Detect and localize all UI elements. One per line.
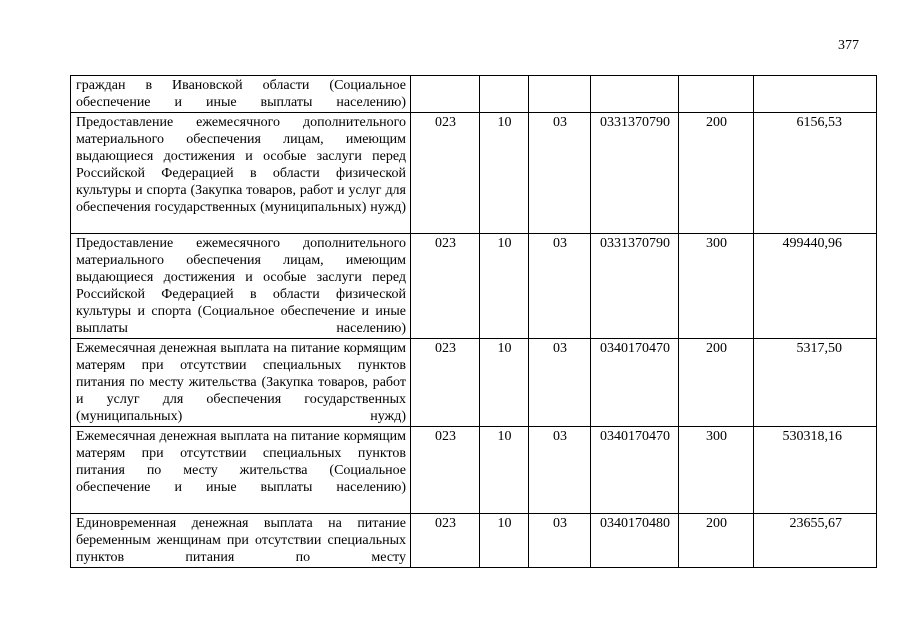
table-row [71, 76, 877, 113]
budget-table [70, 75, 877, 568]
expense-type-code: 200 [679, 113, 754, 234]
table-row [71, 514, 877, 568]
ministry-code: 023 [411, 514, 480, 568]
table-row [71, 427, 877, 514]
page-number: 377 [838, 38, 859, 53]
target-code: 0331370790 [591, 234, 679, 339]
row-description: Предоставление ежемесячного дополнительного материального обеспечения лицам, имеющим выдающиеся достижения и особые заслуги перед Российской Федерацией в области физической культуры и спорта (Социальное обеспечение и иные выплаты населению) [71, 234, 411, 339]
section-code: 10 [480, 113, 529, 234]
subsection-code [529, 76, 591, 113]
ministry-code: 023 [411, 113, 480, 234]
ministry-code: 023 [411, 427, 480, 514]
row-description: Единовременная денежная выплата на питание беременным женщинам при отсутствии специальных пунктов питания по месту [71, 514, 411, 568]
expense-type-code [679, 76, 754, 113]
section-code: 10 [480, 339, 529, 427]
subsection-code: 03 [529, 339, 591, 427]
expense-type-code: 200 [679, 339, 754, 427]
ministry-code [411, 76, 480, 113]
section-code: 10 [480, 514, 529, 568]
target-code: 0331370790 [591, 113, 679, 234]
section-code: 10 [480, 427, 529, 514]
ministry-code: 023 [411, 339, 480, 427]
amount: 530318,16 [754, 427, 877, 514]
table-row [71, 113, 877, 234]
subsection-code: 03 [529, 113, 591, 234]
row-description: Ежемесячная денежная выплата на питание кормящим матерям при отсутствии специальных пунктов питания по месту жительства (Социальное обеспечение и иные выплаты населению) [71, 427, 411, 514]
target-code: 0340170470 [591, 339, 679, 427]
subsection-code: 03 [529, 234, 591, 339]
amount: 6156,53 [754, 113, 877, 234]
target-code: 0340170470 [591, 427, 679, 514]
table-row [71, 339, 877, 427]
subsection-code: 03 [529, 427, 591, 514]
row-description: Ежемесячная денежная выплата на питание кормящим матерям при отсутствии специальных пунктов питания по месту жительства (Закупка товаров, работ и услуг для обеспечения государственных (муниципальных) нужд) [71, 339, 411, 427]
target-code [591, 76, 679, 113]
row-description: Предоставление ежемесячного дополнительного материального обеспечения лицам, имеющим выдающиеся достижения и особые заслуги перед Российской Федерацией в области физической культуры и спорта (Закупка товаров, работ и услуг для обеспечения государственных (муниципальных) нужд) [71, 113, 411, 234]
amount: 23655,67 [754, 514, 877, 568]
ministry-code: 023 [411, 234, 480, 339]
expense-type-code: 200 [679, 514, 754, 568]
expense-type-code: 300 [679, 234, 754, 339]
table-row [71, 234, 877, 339]
subsection-code: 03 [529, 514, 591, 568]
expense-type-code: 300 [679, 427, 754, 514]
row-description: граждан в Ивановской области (Социальное обеспечение и иные выплаты населению) [71, 76, 411, 113]
target-code: 0340170480 [591, 514, 679, 568]
amount [754, 76, 877, 113]
section-code: 10 [480, 234, 529, 339]
amount: 499440,96 [754, 234, 877, 339]
section-code [480, 76, 529, 113]
amount: 5317,50 [754, 339, 877, 427]
